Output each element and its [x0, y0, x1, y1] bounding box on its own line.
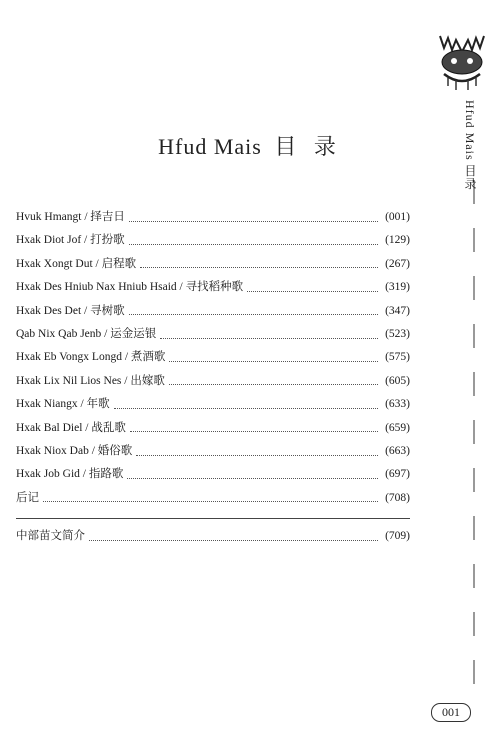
leader-dots — [89, 539, 378, 541]
toc-entry-title: Hxak Niox Dab / 婚俗歌 — [16, 444, 133, 457]
toc-entry-title: Hxak Des Det / 寻树歌 — [16, 304, 125, 317]
toc-entry-title: Qab Nix Qab Jenb / 运金运银 — [16, 327, 157, 340]
toc-entry-page: (709) — [385, 530, 410, 542]
toc-entry-page: (129) — [385, 234, 410, 247]
leader-dots — [43, 500, 378, 502]
toc-entry-page: (708) — [385, 491, 410, 504]
title-chinese: 目 录 — [274, 134, 342, 159]
toc-entry-page: (659) — [385, 421, 410, 434]
toc-entry-title: Hxak Eb Vongx Longd / 煮酒歌 — [16, 351, 166, 364]
table-of-contents — [16, 208, 410, 512]
toc-entry-page: (267) — [385, 257, 410, 270]
toc-entry[interactable] — [16, 231, 410, 254]
toc-entry-page: (633) — [385, 398, 410, 411]
toc-entry[interactable] — [16, 208, 410, 231]
toc-entry[interactable] — [16, 465, 410, 488]
leader-dots — [247, 290, 378, 292]
leader-dots — [136, 454, 378, 456]
title-latin: Hfud Mais — [158, 134, 262, 159]
toc-entry[interactable] — [16, 395, 410, 418]
leader-dots — [129, 243, 378, 245]
toc-entry-page: (697) — [385, 468, 410, 481]
leader-dots — [169, 360, 378, 362]
leader-dots — [160, 337, 378, 339]
running-header: Hfud Mais 目录 — [463, 100, 477, 191]
toc-entry-title: Hxak Lix Nil Lios Nes / 出嫁歌 — [16, 374, 165, 387]
leader-dots — [169, 383, 378, 385]
toc-entry-page: (347) — [385, 304, 410, 317]
toc-entry-page: (319) — [385, 281, 410, 294]
toc-entry-title: Hxak Job Gid / 指路歌 — [16, 468, 124, 481]
toc-entry[interactable] — [16, 489, 410, 512]
toc-entry-title: Hxak Diot Jof / 打扮歌 — [16, 234, 125, 247]
toc-entry-page: (523) — [385, 327, 410, 340]
toc-entry-page: (605) — [385, 374, 410, 387]
toc-entry-page: (575) — [385, 351, 410, 364]
toc-entry[interactable] — [16, 278, 410, 301]
toc-entry[interactable] — [16, 255, 410, 278]
leader-dots — [140, 266, 378, 268]
toc-entry-title: 中部苗文简介 — [16, 530, 85, 542]
section-divider — [16, 518, 410, 519]
toc-entry-title: Hxak Niangx / 年歌 — [16, 398, 110, 411]
toc-entry-title: Hxak Bal Diel / 战乱歌 — [16, 421, 126, 434]
leader-dots — [129, 313, 378, 315]
toc-entry[interactable] — [16, 325, 410, 348]
toc-entry[interactable] — [16, 372, 410, 395]
page-number: 001 — [431, 703, 471, 722]
margin-dash-rule — [470, 100, 478, 700]
toc-entry[interactable] — [16, 442, 410, 465]
toc-entry-title: 后记 — [16, 491, 39, 504]
toc-entry-page: (001) — [385, 211, 410, 223]
appendix-contents — [16, 527, 410, 550]
toc-entry[interactable] — [16, 419, 410, 442]
leader-dots — [114, 407, 378, 409]
toc-entry[interactable] — [16, 302, 410, 325]
miao-headdress-ornament-icon — [434, 28, 490, 92]
leader-dots — [130, 430, 378, 432]
toc-entry-title: Hvuk Hmangt / 择吉日 — [16, 211, 125, 223]
toc-entry-page: (663) — [385, 444, 410, 457]
leader-dots — [129, 220, 378, 222]
toc-entry[interactable] — [16, 527, 410, 550]
toc-entry-title: Hxak Des Hniub Nax Hniub Hsaid / 寻找稻种歌 — [16, 281, 244, 294]
toc-entry-title: Hxak Xongt Dut / 启程歌 — [16, 257, 137, 270]
toc-entry[interactable] — [16, 348, 410, 371]
leader-dots — [127, 477, 378, 479]
page-title — [0, 130, 500, 161]
